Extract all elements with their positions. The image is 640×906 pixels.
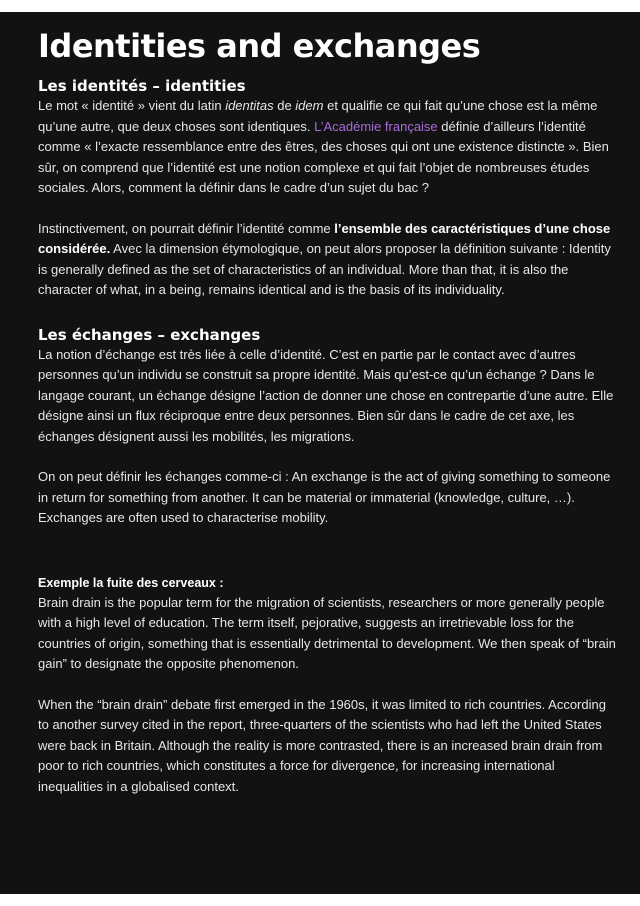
- exchanges-paragraph-1: La notion d’échange est très liée à celle d’identité. C’est en partie par le contact avec d’autres personnes qu’un individu se construit sa propre identité. Mais qu’est-ce qu’un échange ? Dans le langage courant, un échange désigne l’action de donner une chose en contrepartie d’une autre. Elle désigne ainsi un flux réciproque entre deux personnes. Bien sûr dans le cadre de cet axe, les échanges désignent aussi les mobilités, les migrations.: [38, 346, 614, 444]
- academie-francaise-link[interactable]: L’Académie française: [314, 118, 438, 134]
- example-paragraph-2: When the “brain drain” debate first emerged in the 1960s, it was limited to rich countries. According to another survey cited in the report, three-quarters of the scientists who had left the United States were back in Britain. Although the reality is more contrasted, there is an increased brain drain from poor to rich countries, which constitutes a force for divergence, for increasing international inequalities in a globalised context.: [38, 696, 606, 794]
- identities-paragraph-2: [38, 219, 616, 301]
- text-run: Le mot « identité » vient du latin: [38, 98, 226, 113]
- section-heading-identities: Les identités – identities: [38, 77, 246, 95]
- section-heading-exchanges: Les échanges – exchanges: [38, 325, 261, 344]
- italic-term: idem: [295, 98, 324, 113]
- bold-definition: l’ensemble des caractéristiques d’une chose considérée.: [38, 220, 611, 256]
- identities-paragraph-1: [38, 96, 616, 199]
- spacer: [38, 529, 616, 573]
- text-run: de: [273, 98, 296, 113]
- exchanges-paragraph-2: On on peut définir les échanges comme-ci : An exchange is the act of giving something to someone in return for something from another. It can be material or immaterial (knowledge, culture, …). Exchanges are often used to characterise mobility.: [38, 469, 611, 525]
- text-run: Avec la dimension étymologique, on peut alors proposer la définition suivante : Identity is generally defined as the set of characteristics of an individual. More than that, it is also the character of what, in a being, remains identical and is the basis of its individuality.: [38, 241, 611, 297]
- text-run: définie d’ailleurs l’identité comme « l’exacte ressemblance entre des êtres, des choses qui ont une existence distincte ». Bien sûr, on comprend que l’identité est une notion complexe et qui fait l’objet de nombreuses études sociales. Alors, comment la définir dans le cadre d’un sujet du bac ?: [38, 118, 609, 195]
- example-paragraph-1: Brain drain is the popular term for the migration of scientists, researchers or more generally people with a high level of education. The term itself, pejorative, suggests an irretrievable loss for the countries of origin, something that is essentially detrimental to development. We then speak of “brain gain” to designate the opposite phenomenon.: [38, 594, 616, 671]
- example-title: Exemple la fuite des cerveaux :: [38, 575, 224, 590]
- spacer: [38, 447, 616, 467]
- spacer: [38, 675, 616, 695]
- text-run: et qualifie ce qui fait qu’une chose est la même qu’une autre, que deux choses sont identiques.: [38, 98, 598, 134]
- spacer: [38, 301, 616, 325]
- document-page: [0, 12, 640, 894]
- italic-term: identitas: [225, 98, 274, 113]
- text-run: Instinctivement, on pourrait définir l’identité comme: [38, 220, 335, 236]
- page-title: Identities and exchanges: [38, 27, 481, 65]
- spacer: [38, 199, 616, 219]
